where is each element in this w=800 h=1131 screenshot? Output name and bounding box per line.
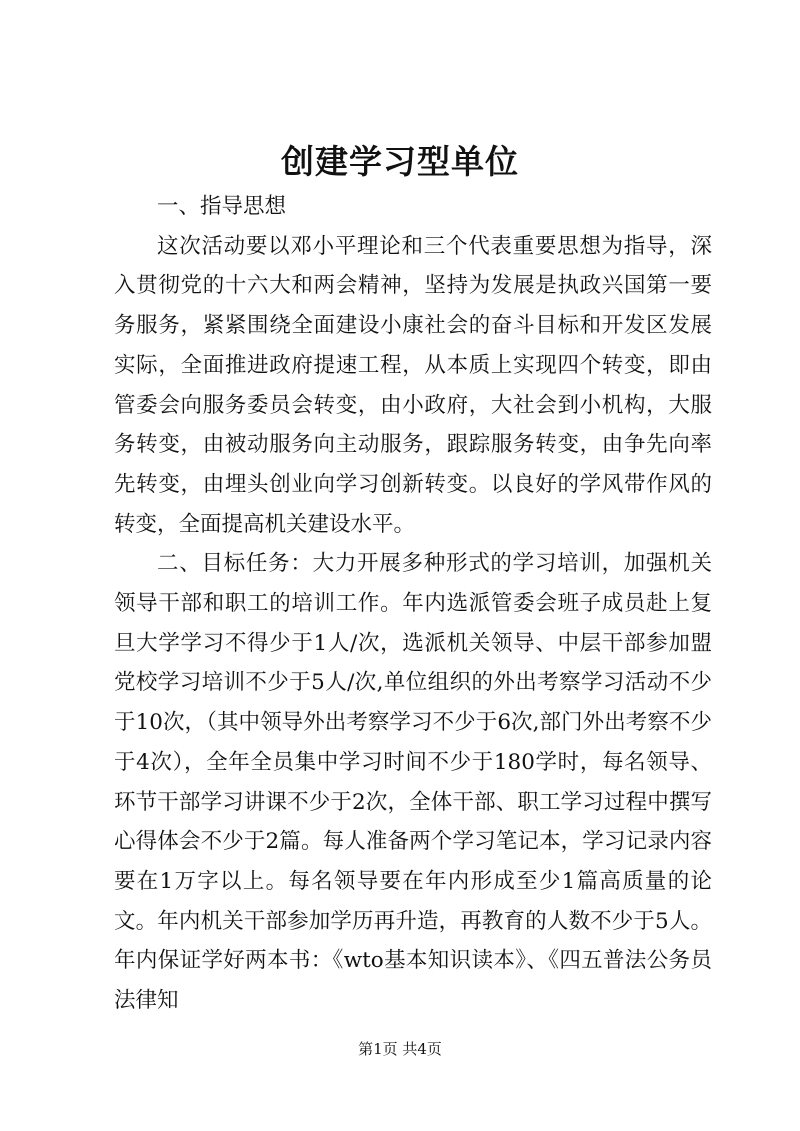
document-body xyxy=(114,187,712,1021)
page-number-footer: 第1页 共4页 xyxy=(358,1040,442,1058)
paragraph-goals-tasks: 二、目标任务：大力开展多种形式的学习培训，加强机关领导干部和职工的培训工作。年内选派管委会班子成员赴上复旦大学学习不得少于1人/次，选派机关领导、中层干部参加盟党校学习培训不少于5人/次,单位组织的外出考察学习活动不少于10次，（其中领导外出考察学习不少于6次,部门外出考察不少于4次），全年全员集中学习时间不少于180学时，每名领导、环节干部学习讲课不少于2次，全体干部、职工学习过程中撰写心得体会不少于2篇。每人准备两个学习笔记本，学习记录内容要在1万字以上。每名领导要在年内形成至少1篇高质量的论文。年内机关干部参加学历再升造，再教育的人数不少于5人。年内保证学好两本书：《wto基本知识读本》、《四五普法公务员法律知 xyxy=(114,551,712,1014)
paragraph-guiding-thought: 这次活动要以邓小平理论和三个代表重要思想为指导，深入贯彻党的十六大和两会精神，坚持为发展是执政兴国第一要务服务，紧紧围绕全面建设小康社会的奋斗目标和开发区发展实际，全面推进政府提速工程，从本质上实现四个转变，即由管委会向服务委员会转变，由小政府，大社会到小机构，大服务转变，由被动服务向主动服务，跟踪服务转变，由争先向率先转变，由埋头创业向学习创新转变。以良好的学风带作风的转变，全面提高机关建设水平。 xyxy=(114,233,712,537)
section-heading-guiding-thought: 一、指导思想 xyxy=(157,194,287,219)
document-title: 创建学习型单位 xyxy=(281,142,519,181)
